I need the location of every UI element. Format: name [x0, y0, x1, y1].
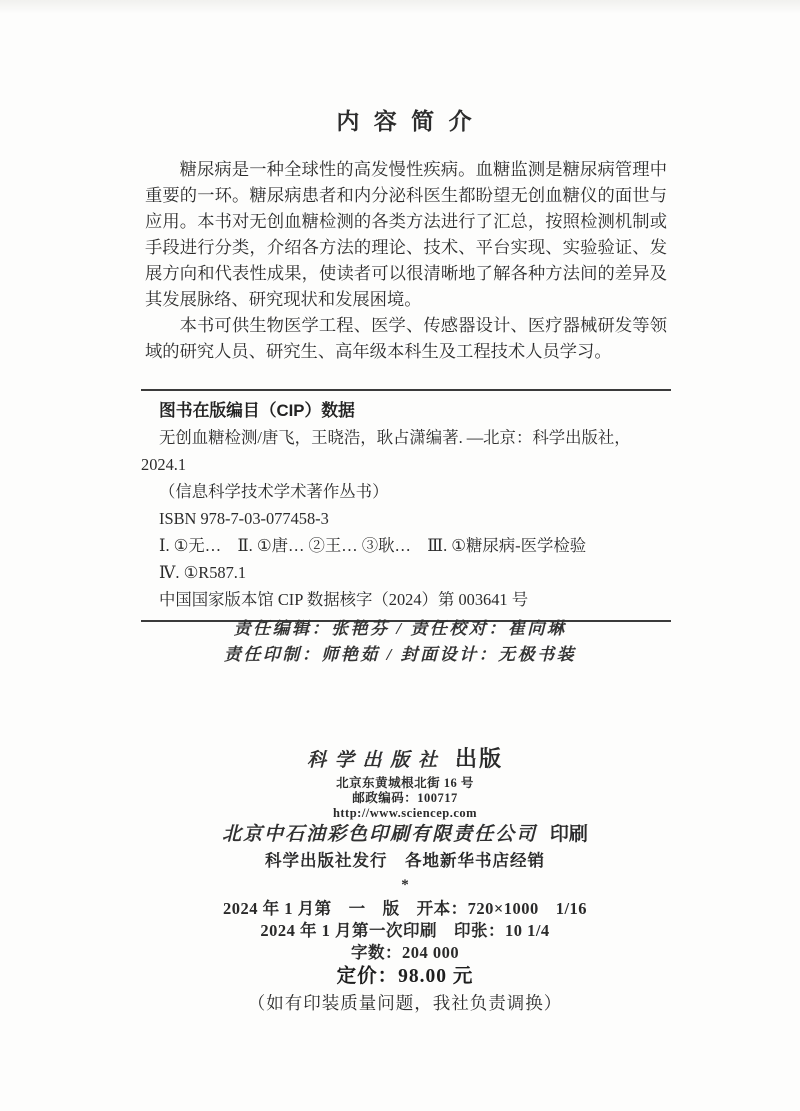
- printer-name: 北京中石油彩色印刷有限责任公司: [222, 824, 538, 845]
- printing-design-line: 责任印制：师艳茹 / 封面设计：无极书装: [223, 645, 577, 664]
- staff-credits-section: [0, 616, 800, 668]
- cip-isbn-line: ISBN 978-7-03-077458-3: [159, 509, 329, 528]
- publisher-postcode: 邮政编码：100717: [352, 791, 458, 805]
- cip-data-section: [141, 389, 671, 622]
- summary-paragraph-2: 本书可供生物医学工程、医学、传感器设计、医疗器械研发等领域的研究人员、研究生、高年级本科生及工程技术人员学习。: [145, 316, 667, 361]
- cip-heading: 图书在版编目（CIP）数据: [159, 401, 355, 420]
- printer-line: [140, 821, 670, 848]
- content-summary-section: [145, 103, 667, 365]
- cip-classification-line-1: Ⅰ. ①无… Ⅱ. ①唐… ②王… ③耿… Ⅲ. ①糖尿病-医学检验: [159, 536, 587, 555]
- publisher-address: 北京东黄城根北街 16 号: [336, 776, 474, 790]
- edition-format-line: 2024 年 1 月第 一 版 开本：720×1000 1/16: [222, 899, 588, 918]
- summary-paragraph-1: 糖尿病是一种全球性的高发慢性疾病。血糖监测是糖尿病管理中重要的一环。糖尿病患者和内分泌科医生都盼望无创血糖仪的面世与应用。本书对无创血糖检测的各类方法进行了汇总，按照检测机制或手段进行分类，介绍各方法的理论、技术、平台实现、实验验证、发展方向和代表性成果，使读者可以很清晰地了解各种方法间的差异及其发展脉络、研究现状和发展困境。: [145, 160, 667, 309]
- publisher-name: 科 学 出 版 社: [306, 750, 439, 771]
- word-count-line: 字数：204 000: [350, 943, 460, 962]
- section-title: 内 容 简 介: [336, 108, 476, 134]
- publisher-website: http://www.sciencep.com: [332, 806, 478, 820]
- cip-registration-line: 中国国家版本馆 CIP 数据核字（2024）第 003641 号: [159, 590, 529, 609]
- printer-role-label: 印刷: [549, 824, 588, 845]
- publisher-role-label: 出版: [455, 746, 504, 771]
- price-line: 定价：98.00 元: [336, 966, 474, 987]
- quality-notice-line: （如有印装质量问题，我社负责调换）: [247, 993, 563, 1013]
- editor-proofreader-line: 责任编辑：张艳芬 / 责任校对：崔向琳: [233, 619, 567, 638]
- cip-year-line: 2024.1: [141, 455, 187, 474]
- printing-sheets-line: 2024 年 1 月第一次印刷 印张：10 1/4: [260, 921, 550, 940]
- publisher-line: [140, 744, 670, 776]
- cip-series-line: （信息科学技术学术著作丛书）: [159, 482, 389, 501]
- cip-title-authors-line: 无创血糖检测/唐飞，王晓浩，耿占潇编著. —北京：科学出版社，: [159, 428, 631, 447]
- asterisk-divider: *: [401, 877, 409, 893]
- distribution-line: 科学出版社发行 各地新华书店经销: [265, 851, 545, 870]
- colophon-section: [140, 744, 670, 1017]
- cip-classification-line-2: Ⅳ. ①R587.1: [159, 563, 247, 582]
